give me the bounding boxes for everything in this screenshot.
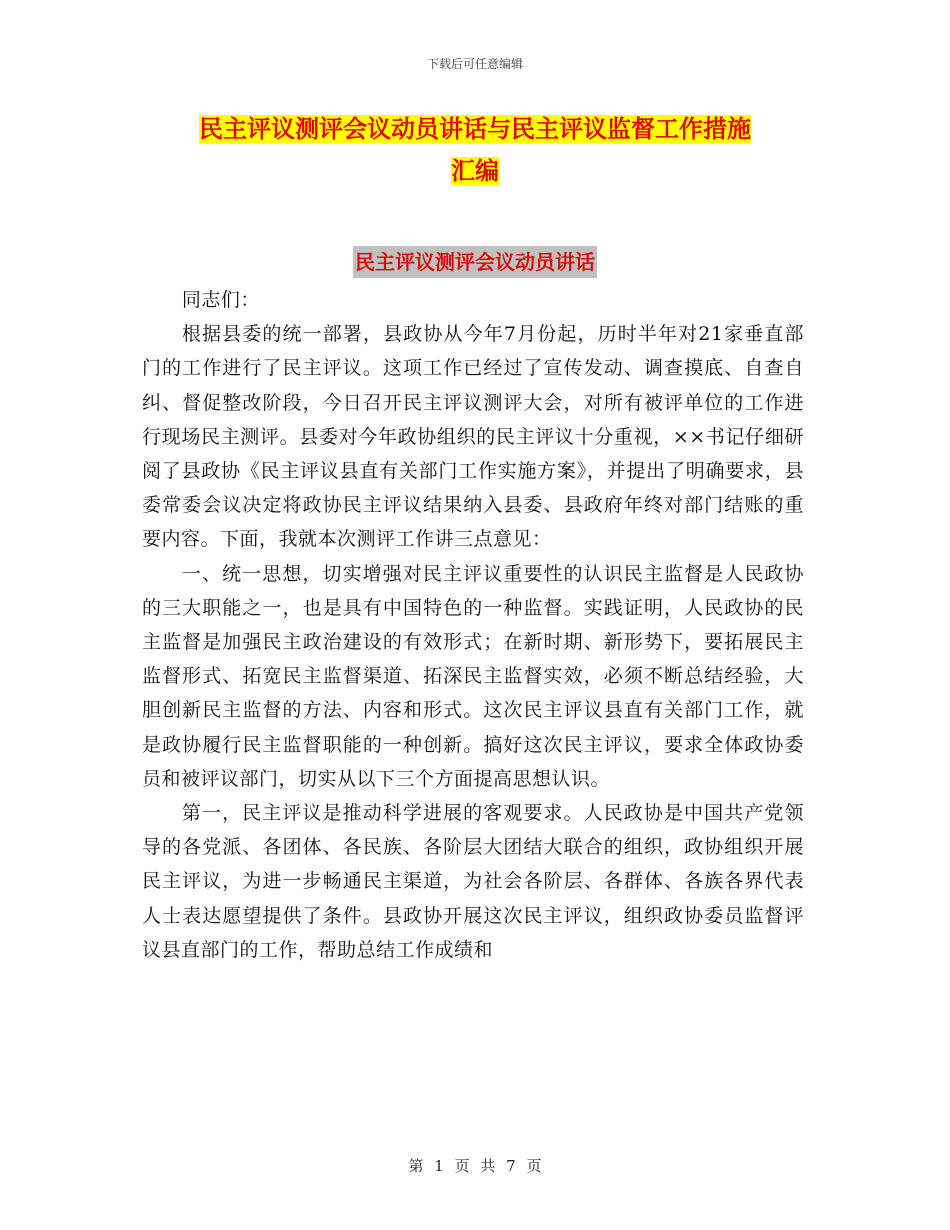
page-number: 第 1 页 共 7 页	[408, 1157, 542, 1175]
document-title	[140, 108, 810, 192]
body-paragraph: 根据县委的统一部署，县政协从今年7月份起，历时半年对21家垂直部门的工作进行了民主评议。这项工作已经过了宣传发动、调查摸底、自查自纠、督促整改阶段，今日召开民主评议测评大会，对所有被评单位的工作进行现场民主测评。县委对今年政协组织的民主评议十分重视，××书记仔细研阅了县政协《民主评议县直有关部门工作实施方案》，并提出了明确要求，县委常委会议决定将政协民主评议结果纳入县委、县政府年终对部门结账的重要内容。下面，我就本次测评工作讲三点意见：	[142, 323, 804, 551]
salutation-paragraph: 同志们：	[181, 289, 260, 311]
page-header-note: 下载后可任意编辑	[426, 57, 523, 71]
body-paragraph: 一、统一思想，切实增强对民主评议重要性的认识民主监督是人民政协的三大职能之一，也是具有中国特色的一种监督。实践证明，人民政协的民主监督是加强民主政治建设的有效形式；在新时期、新形势下，要拓展民主监督形式、拓宽民主监督渠道、拓深民主监督实效，必须不断总结经验，大胆创新民主监督的方法、内容和形式。这次民主评议县直有关部门工作，就是政协履行民主监督职能的一种创新。搞好这次民主评议，要求全体政协委员和被评议部门，切实从以下三个方面提高思想认识。	[142, 562, 804, 790]
body-paragraph: 第一，民主评议是推动科学进展的客观要求。人民政协是中国共产党领导的各党派、各团体、各民族、各阶层大团结大联合的组织，政协组织开展民主评议，为进一步畅通民主渠道，为社会各阶层、各群体、各族各界代表人士表达愿望提供了条件。县政协开展这次民主评议，组织政协委员监督评议县直部门的工作，帮助总结工作成绩和	[142, 802, 804, 961]
section-heading	[0, 246, 950, 278]
document-body	[142, 283, 804, 967]
document-title-line-2: 汇编	[451, 157, 499, 185]
document-title-line-1: 民主评议测评会议动员讲话与民主评议监督工作措施	[199, 115, 751, 143]
section-title-text: 民主评议测评会议动员讲话	[353, 246, 597, 278]
